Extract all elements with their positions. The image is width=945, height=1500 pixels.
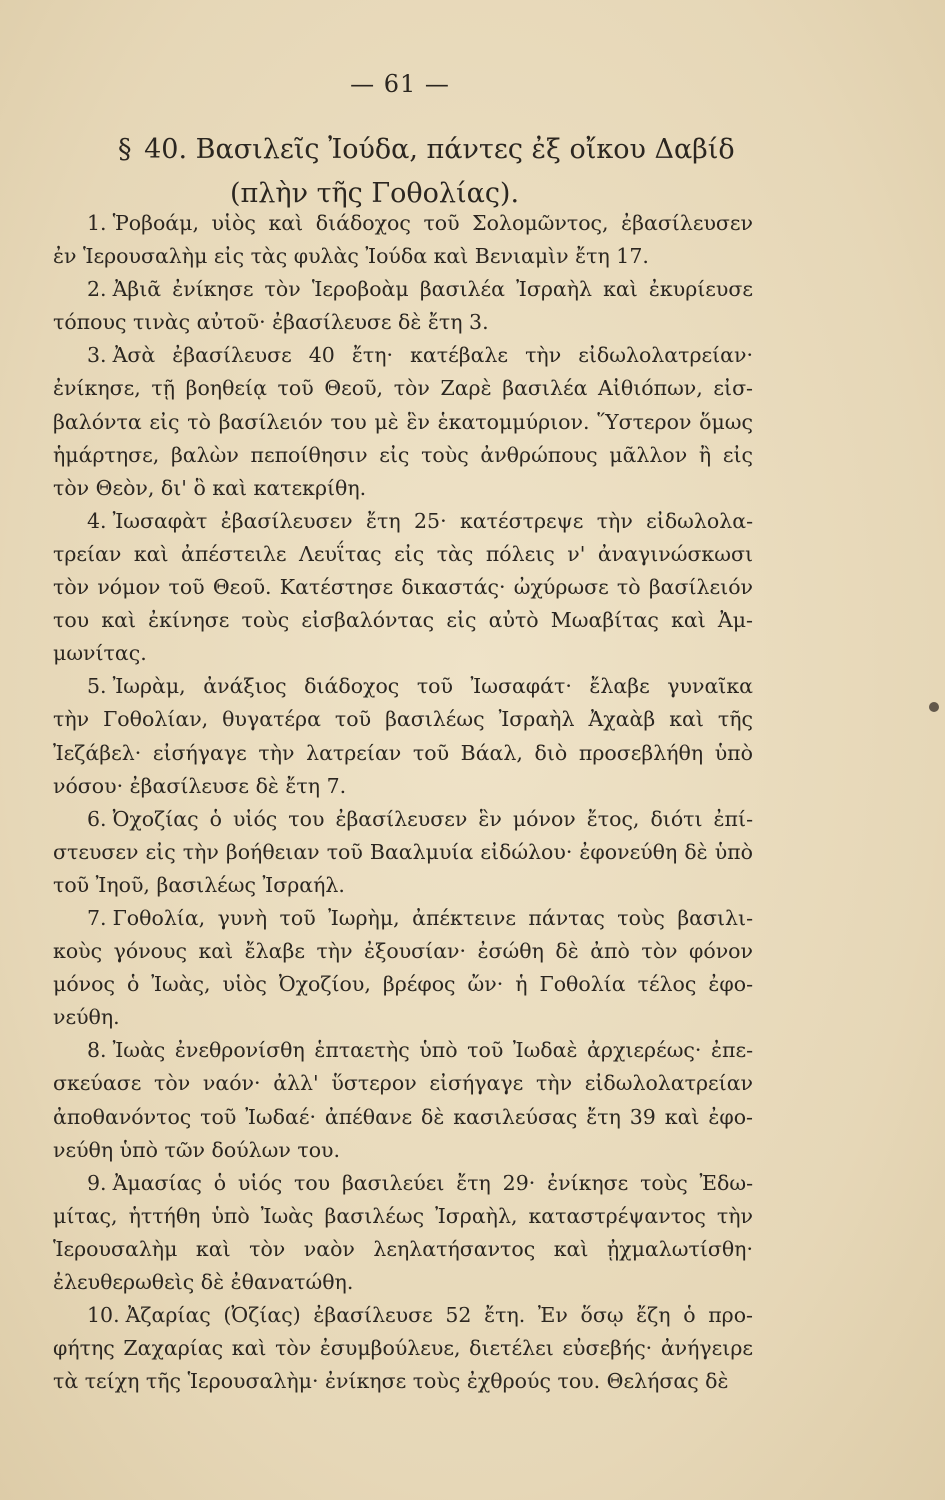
text-line bbox=[53, 1034, 753, 1067]
text-line bbox=[53, 1332, 753, 1365]
text-line bbox=[53, 1233, 753, 1266]
paragraph-number: 2. bbox=[87, 277, 107, 302]
section-number: 40. bbox=[144, 134, 188, 165]
paragraph bbox=[53, 505, 753, 670]
line-text: ἡμάρτησε, βαλὼν πεποίθησιν εἰς τοὺς ἀνθρώπους μᾶλλον ἢ εἰς bbox=[53, 442, 753, 467]
text-line bbox=[53, 968, 753, 1001]
line-text: στευσεν εἰς τὴν βοήθειαν τοῦ Βααλμυία εἰδώλου· ἐφονεύθη δὲ ὑπὸ bbox=[53, 839, 753, 864]
text-line bbox=[53, 703, 753, 736]
text-line bbox=[53, 1365, 753, 1398]
margin-blot bbox=[929, 702, 939, 712]
line-text: μωνίτας. bbox=[53, 641, 147, 666]
line-text: Ἰωὰς ἐνεθρονίσθη ἑπταετὴς ὑπὸ τοῦ Ἰωδαὲ ἀρχιερέως· ἐπε- bbox=[112, 1038, 753, 1063]
text-line bbox=[53, 1200, 753, 1233]
paragraph-number: 3. bbox=[87, 343, 107, 368]
paragraph-number: 5. bbox=[87, 674, 107, 699]
text-line bbox=[53, 505, 753, 538]
line-text: τόπους τινὰς αὐτοῦ· ἐβασίλευσε δὲ ἔτη 3. bbox=[53, 310, 489, 335]
line-text: μίτας, ἡττήθη ὑπὸ Ἰωὰς βασιλέως Ἰσραὴλ, καταστρέψαντος τὴν bbox=[53, 1203, 753, 1228]
line-text: Ἰωσαφὰτ ἐβασίλευσεν ἔτη 25· κατέστρεψε τὴν εἰδωλολα- bbox=[112, 508, 753, 533]
text-line bbox=[53, 472, 753, 505]
line-text: τοῦ Ἰηοῦ, βασιλέως Ἰσραήλ. bbox=[53, 872, 345, 897]
line-text: τὸν νόμον τοῦ Θεοῦ. Κατέστησε δικαστάς· ὠχύρωσε τὸ βασίλειόν bbox=[53, 575, 753, 600]
line-text: τὴν Γοθολίαν, θυγατέρα τοῦ βασιλέως Ἰσραὴλ Ἀχαὰβ καὶ τῆς bbox=[53, 707, 753, 732]
text-line bbox=[53, 1101, 753, 1134]
paragraph-number: 10. bbox=[87, 1303, 120, 1328]
text-line bbox=[53, 207, 753, 240]
text-line bbox=[53, 637, 753, 670]
text-line bbox=[53, 1266, 753, 1299]
line-text: τὰ τείχη τῆς Ἱερουσαλὴμ· ἐνίκησε τοὺς ἐχθρούς του. Θελήσας δὲ bbox=[53, 1369, 729, 1394]
text-line bbox=[53, 869, 753, 902]
text-line bbox=[53, 273, 753, 306]
text-line bbox=[53, 306, 753, 339]
body-text bbox=[53, 207, 753, 1398]
text-line bbox=[53, 1167, 753, 1200]
paragraph bbox=[53, 902, 753, 1034]
section-mark: § bbox=[118, 134, 132, 165]
paragraph-number: 6. bbox=[87, 806, 107, 831]
text-line bbox=[53, 1299, 753, 1332]
line-text: ἐλευθερωθεὶς δὲ ἐθανατώθη. bbox=[53, 1270, 354, 1294]
paragraph-number: 7. bbox=[87, 905, 107, 930]
line-text: νεύθη ὑπὸ τῶν δούλων του. bbox=[53, 1137, 341, 1162]
line-text: τὸν Θεὸν, δι' ὃ καὶ κατεκρίθη. bbox=[53, 475, 367, 500]
page-number: — 61 — bbox=[350, 70, 450, 98]
paragraph-number: 9. bbox=[87, 1170, 107, 1195]
section-subtitle: (πλὴν τῆς Γοθολίας). bbox=[230, 178, 520, 209]
line-text: ἐν Ἱερουσαλὴμ εἰς τὰς φυλὰς Ἰούδα καὶ Βενιαμὶν ἔτη 17. bbox=[53, 244, 649, 269]
line-text: ἀποθανόντος τοῦ Ἰωδαέ· ἀπέθανε δὲ κασιλεύσας ἔτη 39 καὶ ἐφο- bbox=[53, 1104, 753, 1129]
paragraph bbox=[53, 803, 753, 902]
section-heading bbox=[118, 128, 798, 216]
text-line bbox=[53, 935, 753, 968]
text-line bbox=[53, 372, 753, 405]
line-text: βαλόντα εἰς τὸ βασίλειόν του μὲ ἓν ἑκατομμύριον. Ὕστερον ὅμως bbox=[53, 409, 753, 434]
text-line bbox=[53, 803, 753, 836]
line-text: Γοθολία, γυνὴ τοῦ Ἰωρὴμ, ἀπέκτεινε πάντας τοὺς βασιλι- bbox=[112, 905, 753, 930]
text-line bbox=[53, 737, 753, 770]
paragraph-number: 1. bbox=[87, 211, 107, 235]
line-text: ἐνίκησε, τῇ βοηθείᾳ τοῦ Θεοῦ, τὸν Ζαρὲ βασιλέα Αἰθιόπων, εἰσ- bbox=[53, 376, 753, 401]
line-text: του καὶ ἐκίνησε τοὺς εἰσβαλόντας εἰς αὐτὸ Μωαβίτας καὶ Ἀμ- bbox=[53, 608, 753, 633]
paragraph bbox=[53, 1167, 753, 1299]
line-text: Ἱερουσαλὴμ καὶ τὸν ναὸν λεηλατήσαντος καὶ ᾐχμαλωτίσθη· bbox=[53, 1236, 753, 1261]
line-text: φήτης Ζαχαρίας καὶ τὸν ἐσυμβούλευε, διετέλει εὐσεβής· ἀνήγειρε bbox=[53, 1336, 753, 1361]
line-text: Ἀβιᾶ ἐνίκησε τὸν Ἱεροβοὰμ βασιλέα Ἰσραὴλ καὶ ἐκυρίευσε bbox=[112, 277, 753, 302]
line-text: Ῥοβοάμ, υἱὸς καὶ διάδοχος τοῦ Σολομῶντος, ἐβασίλευσεν bbox=[112, 211, 753, 235]
line-text: μόνος ὁ Ἰωὰς, υἱὸς Ὀχοζίου, βρέφος ὤν· ἡ Γοθολία τέλος ἐφο- bbox=[53, 972, 753, 997]
paragraph bbox=[53, 339, 753, 504]
line-text: νεύθη. bbox=[53, 1005, 120, 1030]
line-text: Ἀμασίας ὁ υἱός του βασιλεύει ἔτη 29· ἐνίκησε τοὺς Ἐδω- bbox=[112, 1170, 753, 1195]
paragraph bbox=[53, 670, 753, 802]
line-text: σκεύασε τὸν ναόν· ἀλλ' ὕστερον εἰσήγαγε τὴν εἰδωλολατρείαν bbox=[53, 1071, 753, 1096]
paragraph bbox=[53, 1299, 753, 1398]
paragraph bbox=[53, 1034, 753, 1166]
text-line bbox=[53, 406, 753, 439]
text-line bbox=[53, 571, 753, 604]
line-text: Ἀζαρίας (Ὀζίας) ἐβασίλευσε 52 ἔτη. Ἐν ὅσῳ ἔζη ὁ προ- bbox=[125, 1303, 753, 1328]
text-line bbox=[53, 670, 753, 703]
text-line bbox=[53, 1134, 753, 1167]
line-text: νόσου· ἐβασίλευσε δὲ ἔτη 7. bbox=[53, 773, 347, 798]
paragraph bbox=[53, 207, 753, 273]
text-line bbox=[53, 240, 753, 273]
text-line bbox=[53, 836, 753, 869]
line-text: Ὀχοζίας ὁ υἱός του ἐβασίλευσεν ἓν μόνον ἔτος, διότι ἐπί- bbox=[112, 806, 753, 831]
paragraph-number: 8. bbox=[87, 1038, 107, 1063]
paragraph bbox=[53, 273, 753, 339]
text-line bbox=[53, 604, 753, 637]
text-line bbox=[53, 770, 753, 803]
text-line bbox=[53, 538, 753, 571]
text-line bbox=[53, 439, 753, 472]
line-text: Ἰεζάβελ· εἰσήγαγε τὴν λατρείαν τοῦ Βάαλ, διὸ προσεβλήθη ὑπὸ bbox=[53, 740, 753, 765]
line-text: Ἀσὰ ἐβασίλευσε 40 ἔτη· κατέβαλε τὴν εἰδωλολατρείαν· bbox=[112, 343, 753, 368]
text-line bbox=[53, 902, 753, 935]
text-line bbox=[53, 1067, 753, 1100]
text-line bbox=[53, 1001, 753, 1034]
section-title: Βασιλεῖς Ἰούδα, πάντες ἐξ οἴκου Δαβίδ bbox=[195, 134, 735, 165]
line-text: Ἰωρὰμ, ἀνάξιος διάδοχος τοῦ Ἰωσαφάτ· ἔλαβε γυναῖκα bbox=[112, 674, 753, 699]
text-line bbox=[53, 339, 753, 372]
paragraph-number: 4. bbox=[87, 508, 107, 533]
line-text: τρείαν καὶ ἀπέστειλε Λευΐτας εἰς τὰς πόλεις ν' ἀναγινώσκωσι bbox=[53, 541, 753, 566]
line-text: κοὺς γόνους καὶ ἔλαβε τὴν ἐξουσίαν· ἐσώθη δὲ ἀπὸ τὸν φόνον bbox=[53, 939, 753, 964]
